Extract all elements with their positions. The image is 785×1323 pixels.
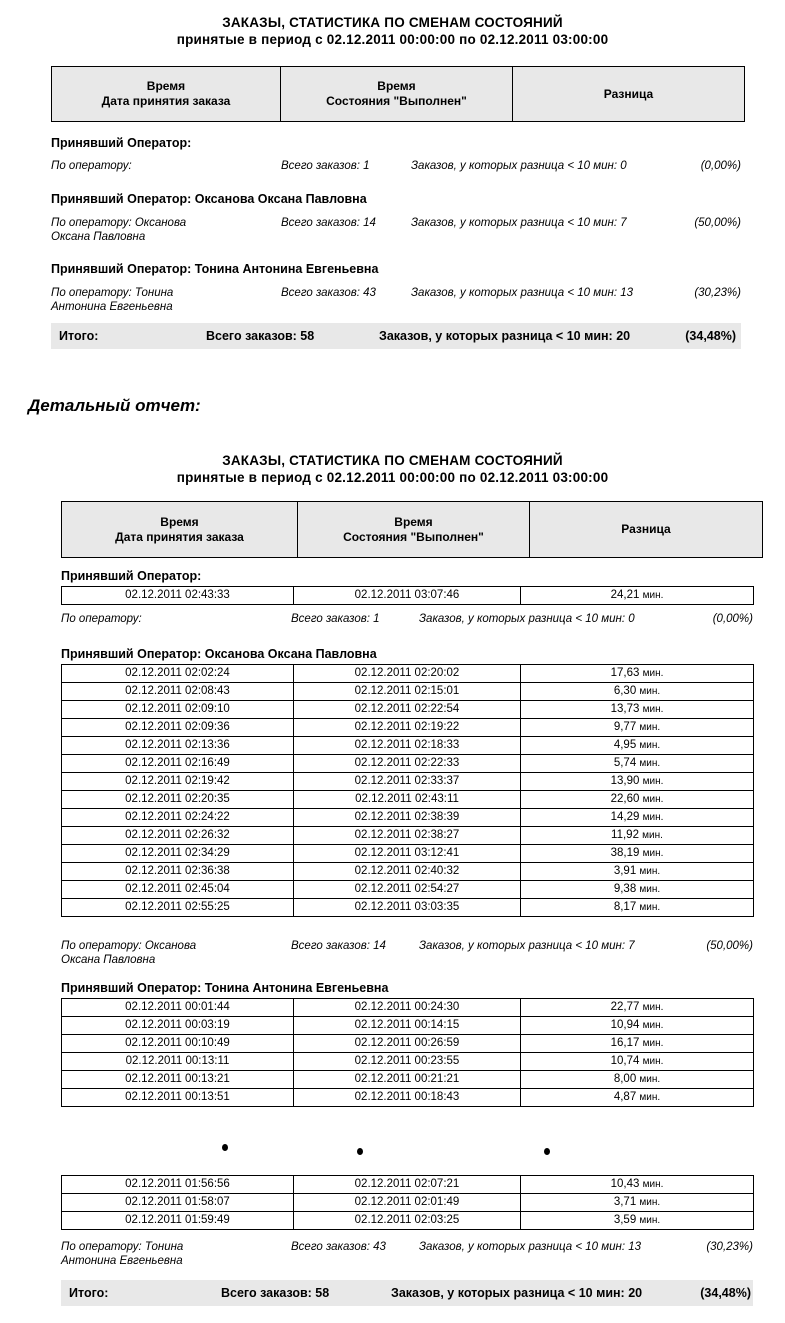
detail-title-line2: принятые в период с 02.12.2011 00:00:00 по 02.12.2011 03:00:00 xyxy=(176,470,609,485)
summary-group-heading-1: Принявший Оператор: xyxy=(51,136,192,150)
detail-group-stats-3 xyxy=(61,1240,753,1268)
summary-group-stats-2 xyxy=(51,216,741,244)
cell-difference: 13,90 мин. xyxy=(521,773,754,791)
summary-stats-total-2: Всего заказов: 14 xyxy=(281,217,376,229)
table-row xyxy=(62,719,754,737)
cell-accepted-time: 02.12.2011 02:34:29 xyxy=(62,845,294,863)
header-cell-done-time xyxy=(281,67,513,122)
cell-done-time: 02.12.2011 02:01:49 xyxy=(294,1194,521,1212)
detail-column-header-table xyxy=(61,501,763,558)
detail-stats-total-2: Всего заказов: 14 xyxy=(291,940,386,952)
summary-group-stats-1 xyxy=(51,159,741,187)
cell-difference: 9,77 мин. xyxy=(521,719,754,737)
cell-done-time: 02.12.2011 02:19:22 xyxy=(294,719,521,737)
detail-totals-less: Заказов, у которых разница < 10 мин: 20 xyxy=(391,1286,643,1300)
table-row xyxy=(62,665,754,683)
cell-accepted-time: 02.12.2011 02:55:25 xyxy=(62,899,294,917)
table-row xyxy=(62,1194,754,1212)
summary-group-heading-2: Принявший Оператор: Оксанова Оксана Павловна xyxy=(51,192,367,206)
cell-accepted-time: 02.12.2011 00:13:21 xyxy=(62,1071,294,1089)
cell-accepted-time: 02.12.2011 02:19:42 xyxy=(62,773,294,791)
summary-stats-pct-2: (50,00%) xyxy=(694,217,741,229)
ellipsis-dot-3 xyxy=(544,1148,550,1155)
summary-totals-label: Итого: xyxy=(59,329,99,343)
summary-stats-label-3: По оператору: Тонина Антонина Евгеньевна xyxy=(51,287,174,313)
cell-difference: 14,29 мин. xyxy=(521,809,754,827)
cell-difference: 13,73 мин. xyxy=(521,701,754,719)
header-done-line2: Состояния "Выполнен" xyxy=(326,94,467,108)
header-cell-accepted-time xyxy=(52,67,281,122)
header-cell-difference xyxy=(530,502,763,558)
cell-difference: 10,94 мин. xyxy=(521,1017,754,1035)
cell-accepted-time: 02.12.2011 02:24:22 xyxy=(62,809,294,827)
header-done-line1: Время xyxy=(394,514,433,529)
detail-table-group-1 xyxy=(61,586,754,605)
detail-stats-pct-2: (50,00%) xyxy=(706,940,753,952)
table-row xyxy=(62,791,754,809)
cell-difference: 22,77 мин. xyxy=(521,999,754,1017)
summary-stats-label-1: По оператору: xyxy=(51,160,132,172)
summary-totals-less: Заказов, у которых разница < 10 мин: 20 xyxy=(379,329,631,343)
header-done-line2: Состояния "Выполнен" xyxy=(343,529,484,544)
cell-accepted-time: 02.12.2011 01:59:49 xyxy=(62,1212,294,1230)
summary-stats-total-3: Всего заказов: 43 xyxy=(281,287,376,299)
cell-difference: 10,43 мин. xyxy=(521,1176,754,1194)
table-row xyxy=(62,683,754,701)
cell-difference: 5,74 мин. xyxy=(521,755,754,773)
summary-report-title xyxy=(0,14,785,48)
detail-group-stats-1 xyxy=(61,612,753,640)
cell-difference: 17,63 мин. xyxy=(521,665,754,683)
detail-totals-total: Всего заказов: 58 xyxy=(221,1286,330,1300)
header-done-line1: Время xyxy=(377,79,416,93)
header-accepted-line2: Дата принятия заказа xyxy=(115,529,244,544)
summary-group-heading-3: Принявший Оператор: Тонина Антонина Евгеньевна xyxy=(51,262,379,276)
table-row xyxy=(62,881,754,899)
summary-title-line1: ЗАКАЗЫ, СТАТИСТИКА ПО СМЕНАМ СОСТОЯНИЙ xyxy=(222,15,563,30)
header-accepted-line1: Время xyxy=(146,79,186,93)
cell-accepted-time: 02.12.2011 02:45:04 xyxy=(62,881,294,899)
table-row xyxy=(62,899,754,917)
header-cell-accepted-time xyxy=(62,502,298,558)
cell-done-time: 02.12.2011 02:38:39 xyxy=(294,809,521,827)
detail-stats-total-1: Всего заказов: 1 xyxy=(291,613,380,625)
detail-section-heading: Детальный отчет: xyxy=(28,396,201,415)
cell-difference: 10,74 мин. xyxy=(521,1053,754,1071)
table-row xyxy=(62,1089,754,1107)
table-row xyxy=(62,1017,754,1035)
cell-accepted-time: 02.12.2011 02:09:10 xyxy=(62,701,294,719)
cell-accepted-time: 02.12.2011 02:16:49 xyxy=(62,755,294,773)
header-accepted-line2: Дата принятия заказа xyxy=(101,94,231,108)
table-row xyxy=(62,1071,754,1089)
detail-totals-pct: (34,48%) xyxy=(700,1286,751,1300)
detail-totals-bar xyxy=(61,1280,753,1306)
cell-done-time: 02.12.2011 02:15:01 xyxy=(294,683,521,701)
detail-stats-less-1: Заказов, у которых разница < 10 мин: 0 xyxy=(419,613,635,625)
detail-group-stats-2 xyxy=(61,939,753,967)
cell-accepted-time: 02.12.2011 02:26:32 xyxy=(62,827,294,845)
ellipsis-dot-2 xyxy=(357,1148,363,1155)
summary-stats-less-3: Заказов, у которых разница < 10 мин: 13 xyxy=(411,287,634,299)
cell-accepted-time: 02.12.2011 02:02:24 xyxy=(62,665,294,683)
table-row xyxy=(62,587,754,605)
cell-done-time: 02.12.2011 02:33:37 xyxy=(294,773,521,791)
cell-accepted-time: 02.12.2011 00:01:44 xyxy=(62,999,294,1017)
detail-stats-less-3: Заказов, у которых разница < 10 мин: 13 xyxy=(419,1241,642,1253)
detail-stats-total-3: Всего заказов: 43 xyxy=(291,1241,386,1253)
table-row xyxy=(62,1176,754,1194)
header-row xyxy=(62,502,763,558)
detail-table-group-3-part-2 xyxy=(61,1175,754,1230)
cell-done-time: 02.12.2011 02:43:11 xyxy=(294,791,521,809)
cell-done-time: 02.12.2011 03:03:35 xyxy=(294,899,521,917)
detail-stats-label-3: По оператору: Тонина Антонина Евгеньевна xyxy=(61,1241,184,1267)
summary-totals-total: Всего заказов: 58 xyxy=(206,329,315,343)
cell-difference: 4,87 мин. xyxy=(521,1089,754,1107)
table-row xyxy=(62,845,754,863)
cell-accepted-time: 02.12.2011 00:03:19 xyxy=(62,1017,294,1035)
cell-difference: 22,60 мин. xyxy=(521,791,754,809)
cell-difference: 8,00 мин. xyxy=(521,1071,754,1089)
summary-totals-bar xyxy=(51,323,741,349)
detail-title-line1: ЗАКАЗЫ, СТАТИСТИКА ПО СМЕНАМ СОСТОЯНИЙ xyxy=(222,453,563,468)
cell-done-time: 02.12.2011 00:21:21 xyxy=(294,1071,521,1089)
summary-totals-pct: (34,48%) xyxy=(685,329,736,343)
cell-difference: 9,38 мин. xyxy=(521,881,754,899)
cell-accepted-time: 02.12.2011 00:10:49 xyxy=(62,1035,294,1053)
cell-done-time: 02.12.2011 02:54:27 xyxy=(294,881,521,899)
cell-accepted-time: 02.12.2011 02:43:33 xyxy=(62,587,294,605)
cell-accepted-time: 02.12.2011 01:56:56 xyxy=(62,1176,294,1194)
cell-accepted-time: 02.12.2011 02:20:35 xyxy=(62,791,294,809)
detail-stats-pct-1: (0,00%) xyxy=(712,613,753,625)
detail-table-group-2 xyxy=(61,664,754,917)
detail-report-title xyxy=(0,452,785,486)
table-row xyxy=(62,809,754,827)
detail-stats-pct-3: (30,23%) xyxy=(706,1241,753,1253)
detail-group-heading-3: Принявший Оператор: Тонина Антонина Евгеньевна xyxy=(61,981,389,995)
cell-done-time: 02.12.2011 00:14:15 xyxy=(294,1017,521,1035)
summary-stats-pct-3: (30,23%) xyxy=(694,287,741,299)
table-row xyxy=(62,863,754,881)
summary-column-header-table xyxy=(51,66,745,122)
table-row xyxy=(62,1053,754,1071)
cell-difference: 3,59 мин. xyxy=(521,1212,754,1230)
summary-stats-pct-1: (0,00%) xyxy=(700,160,741,172)
detail-table-group-3-part-1 xyxy=(61,998,754,1107)
cell-done-time: 02.12.2011 03:07:46 xyxy=(294,587,521,605)
cell-done-time: 02.12.2011 02:18:33 xyxy=(294,737,521,755)
cell-accepted-time: 02.12.2011 02:36:38 xyxy=(62,863,294,881)
detail-stats-label-2: По оператору: Оксанова Оксана Павловна xyxy=(61,940,197,966)
cell-done-time: 02.12.2011 02:22:33 xyxy=(294,755,521,773)
cell-done-time: 02.12.2011 02:22:54 xyxy=(294,701,521,719)
detail-totals-label: Итого: xyxy=(69,1286,109,1300)
cell-difference: 16,17 мин. xyxy=(521,1035,754,1053)
table-row xyxy=(62,1212,754,1230)
cell-difference: 8,17 мин. xyxy=(521,899,754,917)
table-row xyxy=(62,773,754,791)
header-cell-difference xyxy=(513,67,745,122)
header-accepted-line1: Время xyxy=(160,514,199,529)
detail-group-heading-2: Принявший Оператор: Оксанова Оксана Павловна xyxy=(61,647,377,661)
summary-stats-less-2: Заказов, у которых разница < 10 мин: 7 xyxy=(411,217,627,229)
cell-done-time: 02.12.2011 00:23:55 xyxy=(294,1053,521,1071)
cell-accepted-time: 02.12.2011 02:08:43 xyxy=(62,683,294,701)
table-row xyxy=(62,999,754,1017)
cell-done-time: 02.12.2011 02:40:32 xyxy=(294,863,521,881)
cell-difference: 4,95 мин. xyxy=(521,737,754,755)
header-cell-done-time xyxy=(298,502,530,558)
cell-done-time: 02.12.2011 02:03:25 xyxy=(294,1212,521,1230)
detail-group-heading-1: Принявший Оператор: xyxy=(61,569,202,583)
detail-stats-less-2: Заказов, у которых разница < 10 мин: 7 xyxy=(419,940,635,952)
cell-accepted-time: 02.12.2011 02:09:36 xyxy=(62,719,294,737)
summary-group-stats-3 xyxy=(51,286,741,314)
cell-accepted-time: 02.12.2011 00:13:11 xyxy=(62,1053,294,1071)
cell-done-time: 02.12.2011 00:26:59 xyxy=(294,1035,521,1053)
cell-difference: 11,92 мин. xyxy=(521,827,754,845)
cell-done-time: 02.12.2011 02:20:02 xyxy=(294,665,521,683)
cell-done-time: 02.12.2011 02:07:21 xyxy=(294,1176,521,1194)
header-difference-line1: Разница xyxy=(621,522,671,536)
table-row xyxy=(62,737,754,755)
cell-accepted-time: 02.12.2011 00:13:51 xyxy=(62,1089,294,1107)
cell-difference: 3,71 мин. xyxy=(521,1194,754,1212)
header-difference-line1: Разница xyxy=(603,86,654,101)
cell-accepted-time: 02.12.2011 01:58:07 xyxy=(62,1194,294,1212)
cell-done-time: 02.12.2011 02:38:27 xyxy=(294,827,521,845)
header-row xyxy=(52,67,745,122)
summary-stats-less-1: Заказов, у которых разница < 10 мин: 0 xyxy=(411,160,627,172)
summary-stats-total-1: Всего заказов: 1 xyxy=(281,160,370,172)
cell-difference: 3,91 мин. xyxy=(521,863,754,881)
ellipsis-dot-1 xyxy=(222,1144,228,1151)
summary-title-line2: принятые в период с 02.12.2011 00:00:00 по 02.12.2011 03:00:00 xyxy=(176,32,609,47)
cell-done-time: 02.12.2011 00:24:30 xyxy=(294,999,521,1017)
cell-done-time: 02.12.2011 03:12:41 xyxy=(294,845,521,863)
cell-difference: 38,19 мин. xyxy=(521,845,754,863)
detail-stats-label-1: По оператору: xyxy=(61,613,142,625)
table-row xyxy=(62,755,754,773)
summary-stats-label-2: По оператору: Оксанова Оксана Павловна xyxy=(51,217,187,243)
table-row xyxy=(62,701,754,719)
table-row xyxy=(62,827,754,845)
cell-difference: 24,21 мин. xyxy=(521,587,754,605)
cell-difference: 6,30 мин. xyxy=(521,683,754,701)
cell-accepted-time: 02.12.2011 02:13:36 xyxy=(62,737,294,755)
cell-done-time: 02.12.2011 00:18:43 xyxy=(294,1089,521,1107)
table-row xyxy=(62,1035,754,1053)
